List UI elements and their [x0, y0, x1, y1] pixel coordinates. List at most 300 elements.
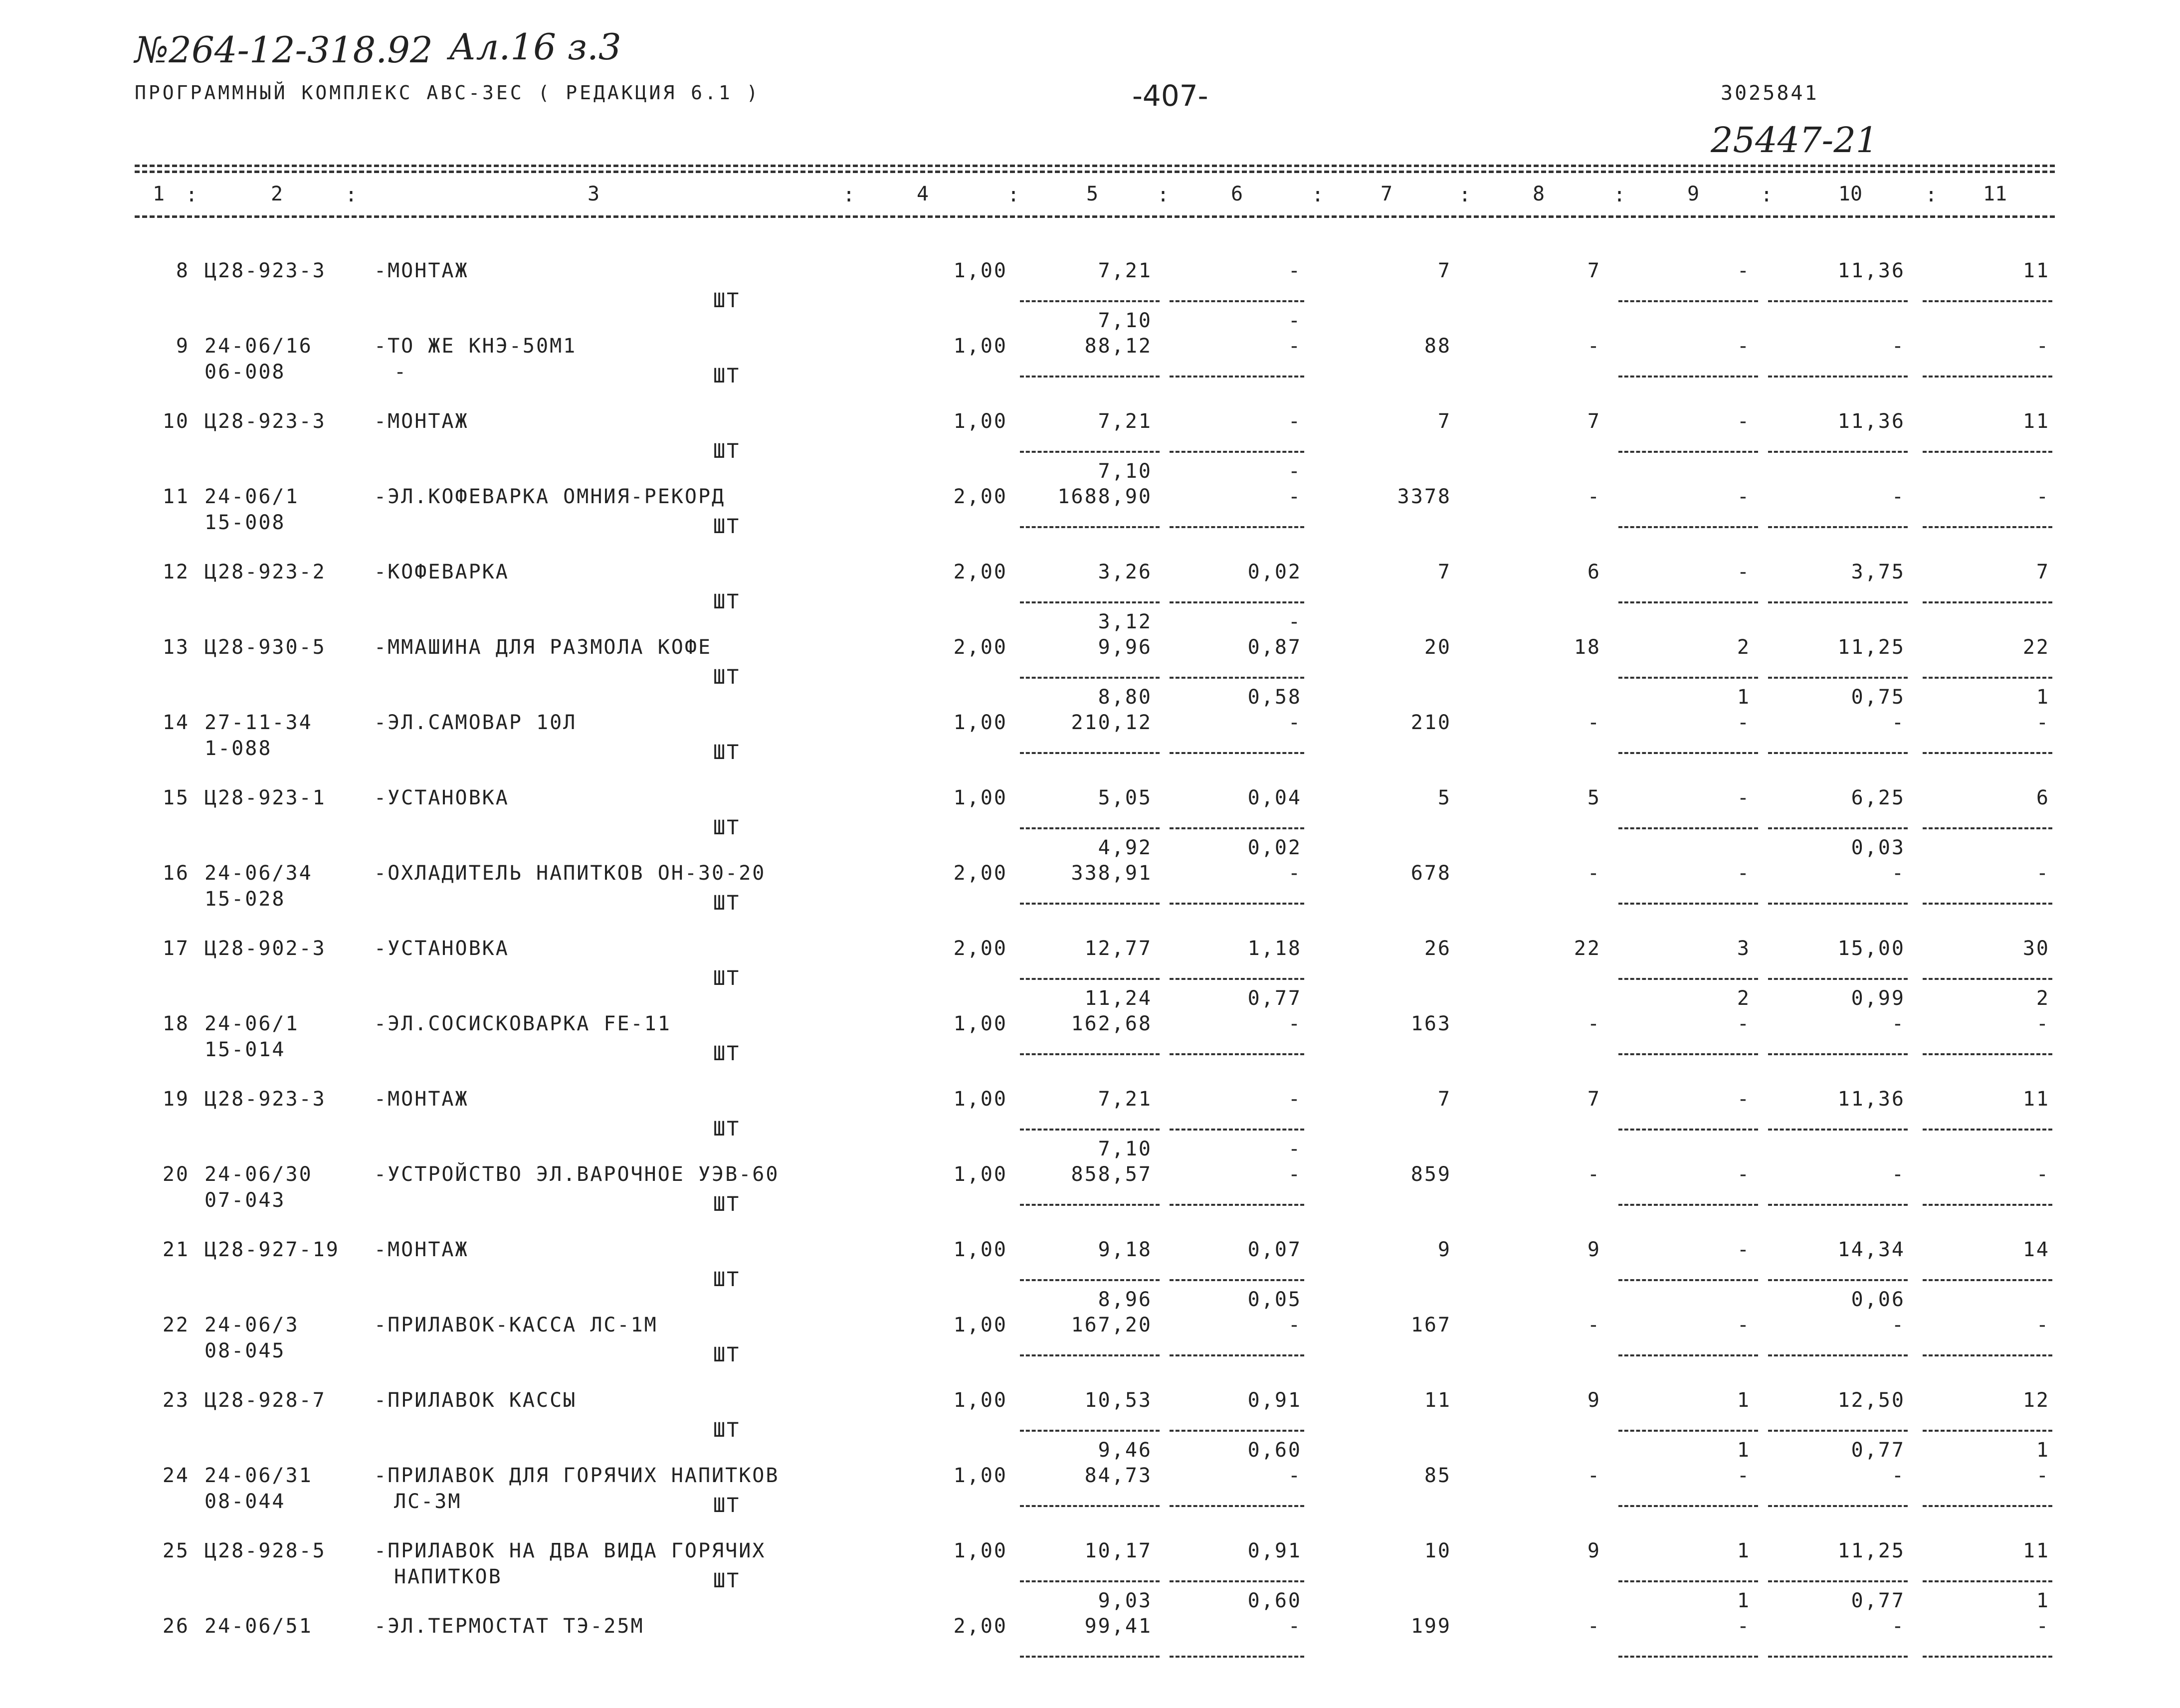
- col7-value: 10: [1424, 1539, 1451, 1562]
- col11-value: -: [2036, 485, 2050, 508]
- col9-value: -: [1737, 259, 1751, 282]
- col9-value: 1: [1737, 1389, 1751, 1412]
- col6-value: -: [1288, 1314, 1302, 1336]
- cell-underline: [1768, 677, 1908, 679]
- price-code-2: 08-045: [204, 1339, 286, 1362]
- col10-value: 11,36: [1837, 1088, 1905, 1111]
- quantity: 1,00: [953, 259, 1007, 282]
- cell-underline: [1618, 752, 1758, 754]
- column-number: 8: [1532, 183, 1545, 205]
- col5-sub-value: 8,96: [1098, 1288, 1152, 1311]
- cell-underline: [1768, 1204, 1908, 1206]
- cell-underline: [1768, 1129, 1908, 1131]
- item-name: -ТО ЖЕ КНЭ-50М1: [374, 335, 577, 358]
- price-code-2: 07-043: [204, 1189, 286, 1212]
- price-code: Ц28-923-3: [204, 410, 326, 433]
- cell-underline: [1768, 978, 1908, 980]
- cell-underline: [1768, 752, 1908, 754]
- cell-underline: [1618, 1129, 1758, 1131]
- col8-value: -: [1587, 1012, 1601, 1035]
- page-number: -407-: [1132, 79, 1208, 113]
- price-code-2: 15-008: [204, 511, 286, 534]
- col11-value: -: [2036, 335, 2050, 358]
- cell-underline: [1618, 376, 1758, 378]
- cell-underline: [1020, 376, 1160, 378]
- column-separator: :: [1459, 184, 1471, 206]
- col11-value: -: [2036, 1163, 2050, 1186]
- col5-value: 9,96: [1098, 636, 1152, 659]
- price-code: Ц28-923-3: [204, 259, 326, 282]
- col5-sub-value: 4,92: [1098, 836, 1152, 859]
- col6-value: 0,91: [1247, 1389, 1302, 1412]
- cell-underline: [1618, 903, 1758, 905]
- col6-value: -: [1288, 259, 1302, 282]
- cell-underline: [1020, 1204, 1160, 1206]
- item-name: -ПРИЛАВОК ДЛЯ ГОРЯЧИХ НАПИТКОВ: [374, 1464, 780, 1487]
- col5-value: 162,68: [1071, 1012, 1152, 1035]
- col10-value: 11,25: [1837, 1539, 1905, 1562]
- cell-underline: [1923, 1656, 2052, 1658]
- row-number: 26: [162, 1615, 190, 1638]
- col6-sub-value: 0,05: [1247, 1288, 1302, 1311]
- col5-value: 7,21: [1098, 259, 1152, 282]
- col6-sub-value: 0,58: [1247, 686, 1302, 709]
- cell-underline: [1618, 526, 1758, 528]
- col5-value: 858,57: [1071, 1163, 1152, 1186]
- price-code: Ц28-928-7: [204, 1389, 326, 1412]
- col5-sub-value: 7,10: [1098, 1138, 1152, 1160]
- col11-value: 11: [2022, 410, 2050, 433]
- cell-underline: [1768, 1656, 1908, 1658]
- col11-value: 11: [2022, 259, 2050, 282]
- col10-value: -: [1891, 1464, 1905, 1487]
- header-rule-bottom: [135, 215, 2055, 218]
- column-number: 9: [1687, 183, 1700, 205]
- cell-underline: [1923, 1580, 2052, 1582]
- col11-value: -: [2036, 711, 2050, 734]
- col5-value: 7,21: [1098, 1088, 1152, 1111]
- col9-value: 1: [1737, 1539, 1751, 1562]
- column-number: 1: [152, 183, 165, 205]
- col11-sub-value: 1: [2036, 1439, 2050, 1462]
- col6-sub-value: -: [1288, 1138, 1302, 1160]
- col8-value: 7: [1587, 1088, 1601, 1111]
- col10-value: 11,36: [1837, 410, 1905, 433]
- cell-underline: [1923, 601, 2052, 603]
- col10-value: -: [1891, 1163, 1905, 1186]
- item-name: -ПРИЛАВОК НА ДВА ВИДА ГОРЯЧИХ: [374, 1539, 766, 1562]
- item-name: -КОФЕВАРКА: [374, 561, 509, 583]
- unit: ШТ: [713, 666, 741, 689]
- cell-underline: [1170, 677, 1304, 679]
- col8-value: -: [1587, 1615, 1601, 1638]
- col9-value: -: [1737, 1464, 1751, 1487]
- cell-underline: [1618, 827, 1758, 829]
- cell-underline: [1768, 1505, 1908, 1507]
- price-code: 24-06/1: [204, 1012, 299, 1035]
- item-name: -МОНТАЖ: [374, 1238, 469, 1261]
- unit: ШТ: [713, 365, 741, 387]
- cell-underline: [1170, 1204, 1304, 1206]
- col6-value: -: [1288, 1464, 1302, 1487]
- cell-underline: [1020, 300, 1160, 302]
- cell-underline: [1923, 526, 2052, 528]
- cell-underline: [1170, 451, 1304, 453]
- col9-sub-value: 1: [1737, 686, 1751, 709]
- cell-underline: [1923, 1204, 2052, 1206]
- price-code-2: 1-088: [204, 737, 272, 760]
- col11-value: 7: [2036, 561, 2050, 583]
- cell-underline: [1170, 300, 1304, 302]
- col5-value: 5,05: [1098, 786, 1152, 809]
- cell-underline: [1020, 1656, 1160, 1658]
- quantity: 2,00: [953, 485, 1007, 508]
- col9-value: -: [1737, 1088, 1751, 1111]
- price-code-2: 15-014: [204, 1038, 286, 1061]
- price-code: 24-06/31: [204, 1464, 313, 1487]
- col11-value: 11: [2022, 1539, 2050, 1562]
- col6-value: -: [1288, 335, 1302, 358]
- row-number: 10: [162, 410, 190, 433]
- cell-underline: [1618, 451, 1758, 453]
- col6-value: -: [1288, 1615, 1302, 1638]
- col5-value: 88,12: [1084, 335, 1152, 358]
- col10-sub-value: 0,75: [1851, 686, 1905, 709]
- cell-underline: [1020, 827, 1160, 829]
- col9-value: -: [1737, 485, 1751, 508]
- col6-value: -: [1288, 410, 1302, 433]
- cell-underline: [1923, 451, 2052, 453]
- col5-value: 1688,90: [1057, 485, 1152, 508]
- col5-sub-value: 7,10: [1098, 309, 1152, 332]
- row-number: 13: [162, 636, 190, 659]
- col6-sub-value: 0,60: [1247, 1439, 1302, 1462]
- col7-value: 210: [1410, 711, 1451, 734]
- price-code: 24-06/16: [204, 335, 313, 358]
- col6-sub-value: -: [1288, 460, 1302, 483]
- cell-underline: [1618, 1580, 1758, 1582]
- col11-value: -: [2036, 1012, 2050, 1035]
- quantity: 2,00: [953, 561, 1007, 583]
- col7-value: 167: [1410, 1314, 1451, 1336]
- col7-value: 7: [1437, 259, 1451, 282]
- col11-sub-value: 2: [2036, 987, 2050, 1010]
- col6-sub-value: -: [1288, 309, 1302, 332]
- cell-underline: [1618, 1204, 1758, 1206]
- quantity: 1,00: [953, 1238, 1007, 1261]
- column-separator: :: [186, 184, 198, 206]
- item-name-2: ЛС-3М: [394, 1490, 462, 1513]
- column-separator: :: [1157, 184, 1170, 206]
- cell-underline: [1170, 1129, 1304, 1131]
- col8-value: -: [1587, 1464, 1601, 1487]
- col10-sub-value: 0,03: [1851, 836, 1905, 859]
- row-number: 11: [162, 485, 190, 508]
- col7-value: 199: [1410, 1615, 1451, 1638]
- item-name: -ЭЛ.САМОВАР 10Л: [374, 711, 577, 734]
- program-title: ПРОГРАММНЫЙ КОМПЛЕКС АВС-3ЕС ( РЕДАКЦИЯ 6.1 ): [135, 82, 761, 104]
- cell-underline: [1923, 1430, 2052, 1432]
- col10-value: 15,00: [1837, 937, 1905, 960]
- cell-underline: [1618, 1354, 1758, 1356]
- row-number: 14: [162, 711, 190, 734]
- col7-value: 5: [1437, 786, 1451, 809]
- header-rule-top-2: [135, 171, 2055, 173]
- col9-value: -: [1737, 786, 1751, 809]
- col5-value: 9,18: [1098, 1238, 1152, 1261]
- col8-value: -: [1587, 335, 1601, 358]
- col11-sub-value: 1: [2036, 1589, 2050, 1612]
- item-name: -УСТАНОВКА: [374, 937, 509, 960]
- col10-value: 11,25: [1837, 636, 1905, 659]
- quantity: 1,00: [953, 410, 1007, 433]
- row-number: 8: [176, 259, 190, 282]
- item-name-2: -: [394, 361, 408, 383]
- price-code: Ц28-923-2: [204, 561, 326, 583]
- quantity: 1,00: [953, 786, 1007, 809]
- cell-underline: [1923, 752, 2052, 754]
- cell-underline: [1170, 526, 1304, 528]
- col8-value: 7: [1587, 259, 1601, 282]
- cell-underline: [1923, 1505, 2052, 1507]
- cell-underline: [1020, 526, 1160, 528]
- col8-value: 9: [1587, 1238, 1601, 1261]
- price-code: 24-06/30: [204, 1163, 313, 1186]
- cell-underline: [1923, 300, 2052, 302]
- col9-value: -: [1737, 1615, 1751, 1638]
- col5-value: 7,21: [1098, 410, 1152, 433]
- column-number: 6: [1230, 183, 1243, 205]
- cell-underline: [1768, 1580, 1908, 1582]
- col11-value: -: [2036, 862, 2050, 885]
- row-number: 25: [162, 1539, 190, 1562]
- col8-value: -: [1587, 1163, 1601, 1186]
- column-number: 10: [1838, 183, 1863, 205]
- item-name: -ЭЛ.СОСИСКОВАРКА FE-11: [374, 1012, 671, 1035]
- quantity: 1,00: [953, 1314, 1007, 1336]
- col10-sub-value: 0,99: [1851, 987, 1905, 1010]
- cell-underline: [1768, 526, 1908, 528]
- col10-value: 6,25: [1851, 786, 1905, 809]
- column-separator: :: [843, 184, 855, 206]
- cell-underline: [1923, 827, 2052, 829]
- col6-value: 0,87: [1247, 636, 1302, 659]
- cell-underline: [1170, 1053, 1304, 1055]
- col9-value: -: [1737, 561, 1751, 583]
- cell-underline: [1768, 601, 1908, 603]
- unit: ШТ: [713, 1569, 741, 1592]
- col7-value: 7: [1437, 1088, 1451, 1111]
- column-separator: :: [1761, 184, 1773, 206]
- item-name: -ПРИЛАВОК-КАССА ЛС-1М: [374, 1314, 658, 1336]
- col5-value: 167,20: [1071, 1314, 1152, 1336]
- col7-value: 7: [1437, 410, 1451, 433]
- quantity: 1,00: [953, 1389, 1007, 1412]
- cell-underline: [1170, 752, 1304, 754]
- col6-value: 0,91: [1247, 1539, 1302, 1562]
- cell-underline: [1768, 1279, 1908, 1281]
- col5-value: 10,17: [1084, 1539, 1152, 1562]
- unit: ШТ: [713, 590, 741, 613]
- column-separator: :: [345, 184, 358, 206]
- item-name: -ЭЛ.ТЕРМОСТАТ ТЭ-25М: [374, 1615, 644, 1638]
- cell-underline: [1020, 752, 1160, 754]
- cell-underline: [1020, 1430, 1160, 1432]
- cell-underline: [1170, 1279, 1304, 1281]
- unit: ШТ: [713, 967, 741, 990]
- col9-value: -: [1737, 1012, 1751, 1035]
- row-number: 24: [162, 1464, 190, 1487]
- col6-value: -: [1288, 1012, 1302, 1035]
- cell-underline: [1020, 1354, 1160, 1356]
- price-code-2: 15-028: [204, 888, 286, 911]
- price-code: Ц28-927-19: [204, 1238, 340, 1261]
- col7-value: 678: [1410, 862, 1451, 885]
- unit: ШТ: [713, 289, 741, 312]
- col5-value: 12,77: [1084, 937, 1152, 960]
- cell-underline: [1618, 1430, 1758, 1432]
- cell-underline: [1170, 827, 1304, 829]
- row-number: 19: [162, 1088, 190, 1111]
- col9-value: -: [1737, 862, 1751, 885]
- col6-sub-value: 0,77: [1247, 987, 1302, 1010]
- unit: ШТ: [713, 1343, 741, 1366]
- col9-sub-value: 2: [1737, 987, 1751, 1010]
- col9-value: -: [1737, 1163, 1751, 1186]
- quantity: 2,00: [953, 636, 1007, 659]
- cell-underline: [1768, 827, 1908, 829]
- unit: ШТ: [713, 440, 741, 463]
- cell-underline: [1170, 376, 1304, 378]
- column-number: 4: [916, 183, 929, 205]
- cell-underline: [1923, 1129, 2052, 1131]
- unit: ШТ: [713, 515, 741, 538]
- row-number: 9: [176, 335, 190, 358]
- col5-sub-value: 7,10: [1098, 460, 1152, 483]
- cell-underline: [1768, 376, 1908, 378]
- col11-value: 22: [2022, 636, 2050, 659]
- col6-value: 1,18: [1247, 937, 1302, 960]
- cell-underline: [1923, 903, 2052, 905]
- cell-underline: [1020, 1580, 1160, 1582]
- col7-value: 859: [1410, 1163, 1451, 1186]
- col8-value: 9: [1587, 1539, 1601, 1562]
- price-code-2: 06-008: [204, 361, 286, 383]
- col6-value: 0,07: [1247, 1238, 1302, 1261]
- unit: ШТ: [713, 892, 741, 915]
- col8-value: -: [1587, 862, 1601, 885]
- cell-underline: [1618, 1279, 1758, 1281]
- row-number: 18: [162, 1012, 190, 1035]
- cell-underline: [1020, 1279, 1160, 1281]
- cell-underline: [1170, 1430, 1304, 1432]
- col11-value: 14: [2022, 1238, 2050, 1261]
- cell-underline: [1020, 903, 1160, 905]
- column-separator: :: [1312, 184, 1324, 206]
- column-separator: :: [1925, 184, 1938, 206]
- col6-value: 0,02: [1247, 561, 1302, 583]
- price-code: Ц28-923-3: [204, 1088, 326, 1111]
- price-code: 27-11-34: [204, 711, 313, 734]
- col6-value: -: [1288, 1088, 1302, 1111]
- col8-value: -: [1587, 485, 1601, 508]
- cell-underline: [1923, 1279, 2052, 1281]
- col11-value: -: [2036, 1464, 2050, 1487]
- document-code: 3025841: [1721, 82, 1819, 105]
- unit: ШТ: [713, 1042, 741, 1065]
- header-rule-top: [135, 165, 2055, 167]
- col8-value: 22: [1574, 937, 1601, 960]
- price-code: Ц28-930-5: [204, 636, 326, 659]
- quantity: 1,00: [953, 1012, 1007, 1035]
- price-code: 24-06/3: [204, 1314, 299, 1336]
- col10-sub-value: 0,77: [1851, 1589, 1905, 1612]
- cell-underline: [1768, 1053, 1908, 1055]
- item-name: -МОНТАЖ: [374, 259, 469, 282]
- column-number: 3: [587, 183, 600, 205]
- unit: ШТ: [713, 1494, 741, 1517]
- col10-value: -: [1891, 1314, 1905, 1336]
- col6-value: -: [1288, 485, 1302, 508]
- col9-sub-value: 1: [1737, 1439, 1751, 1462]
- handwritten-code: 25447-21: [1711, 120, 1878, 161]
- col11-value: -: [2036, 1615, 2050, 1638]
- col11-value: 12: [2022, 1389, 2050, 1412]
- col5-value: 10,53: [1084, 1389, 1152, 1412]
- col7-value: 88: [1424, 335, 1451, 358]
- col6-sub-value: 0,60: [1247, 1589, 1302, 1612]
- col10-sub-value: 0,06: [1851, 1288, 1905, 1311]
- price-code: 24-06/34: [204, 862, 313, 885]
- cell-underline: [1020, 978, 1160, 980]
- column-separator: :: [1007, 184, 1020, 206]
- col10-value: 12,50: [1837, 1389, 1905, 1412]
- unit: ШТ: [713, 1193, 741, 1216]
- price-code: Ц28-928-5: [204, 1539, 326, 1562]
- col10-value: -: [1891, 1615, 1905, 1638]
- col5-value: 84,73: [1084, 1464, 1152, 1487]
- row-number: 21: [162, 1238, 190, 1261]
- col7-value: 7: [1437, 561, 1451, 583]
- col10-value: 14,34: [1837, 1238, 1905, 1261]
- cell-underline: [1618, 1505, 1758, 1507]
- col10-value: -: [1891, 1012, 1905, 1035]
- col7-value: 163: [1410, 1012, 1451, 1035]
- price-code: Ц28-902-3: [204, 937, 326, 960]
- column-number: 5: [1086, 183, 1099, 205]
- cell-underline: [1923, 677, 2052, 679]
- col8-value: 7: [1587, 410, 1601, 433]
- unit: ШТ: [713, 1118, 741, 1140]
- item-name-2: НАПИТКОВ: [394, 1565, 502, 1588]
- price-code: Ц28-923-1: [204, 786, 326, 809]
- handwritten-sheet: Ал.16 з.3: [449, 26, 621, 68]
- col10-sub-value: 0,77: [1851, 1439, 1905, 1462]
- item-name: -УСТАНОВКА: [374, 786, 509, 809]
- quantity: 1,00: [953, 1539, 1007, 1562]
- col6-value: -: [1288, 1163, 1302, 1186]
- col5-sub-value: 11,24: [1084, 987, 1152, 1010]
- cell-underline: [1170, 1354, 1304, 1356]
- cell-underline: [1020, 601, 1160, 603]
- quantity: 1,00: [953, 711, 1007, 734]
- col10-value: 11,36: [1837, 259, 1905, 282]
- col8-value: -: [1587, 711, 1601, 734]
- column-separator: :: [1613, 184, 1626, 206]
- cell-underline: [1170, 1580, 1304, 1582]
- col5-value: 338,91: [1071, 862, 1152, 885]
- item-name: -МОНТАЖ: [374, 1088, 469, 1111]
